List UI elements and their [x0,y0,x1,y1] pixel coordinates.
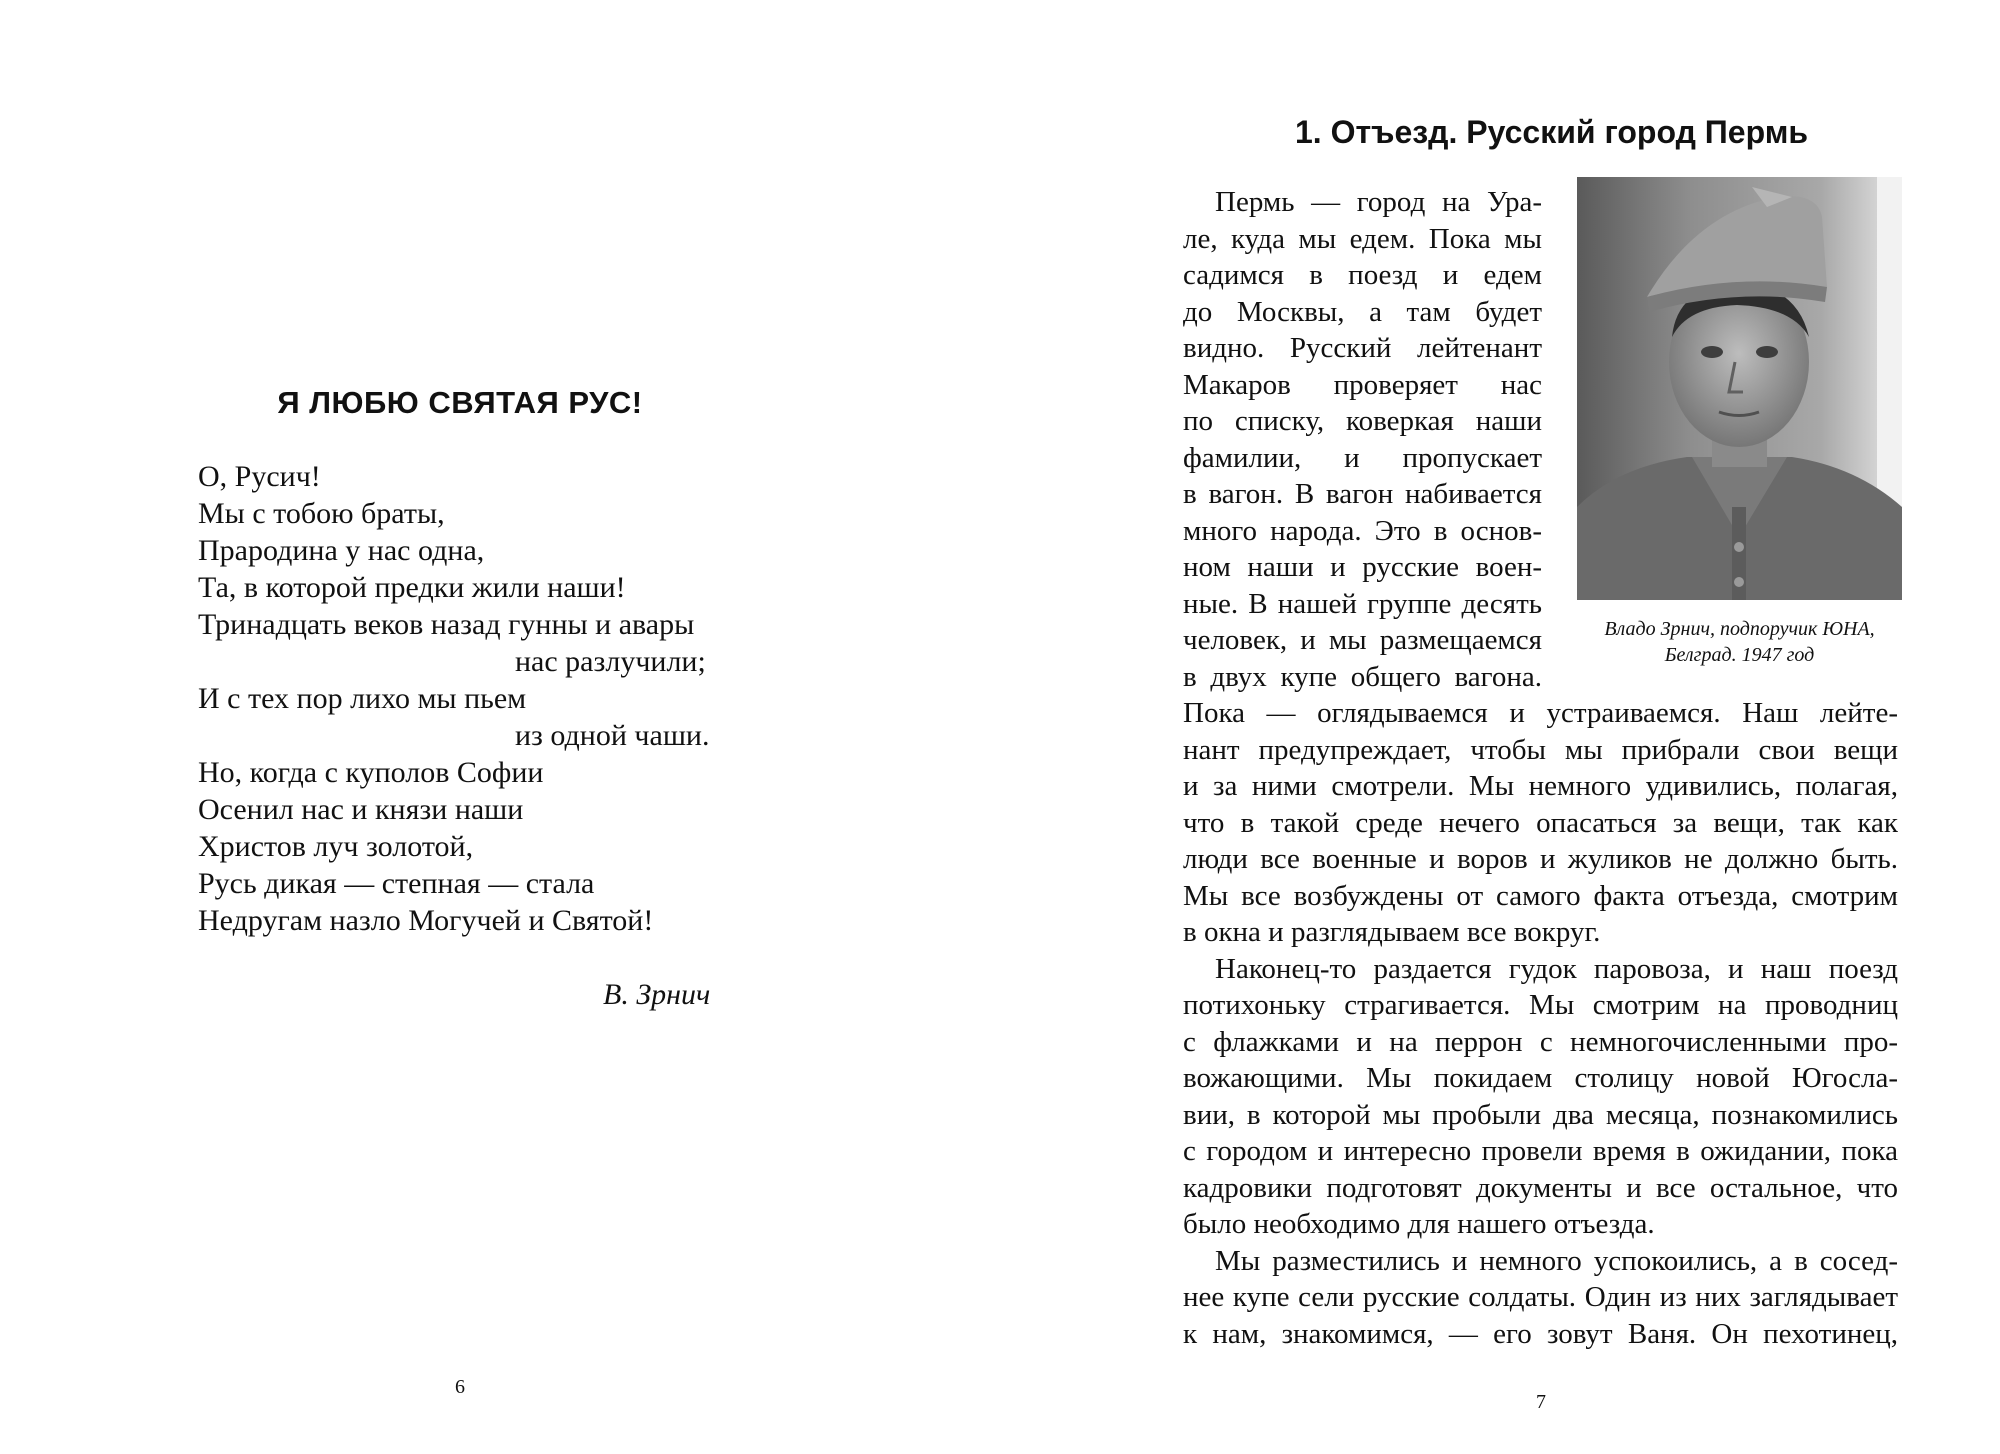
poem-line: И с тех пор лихо мы пьем [198,682,527,715]
portrait-photo [1577,177,1902,600]
text-line: Пока — оглядываемся и устраиваемся. Наш лейте- [1183,697,1898,729]
text-line: Пермь — город на Ура- [1215,186,1542,218]
text-line: ле, куда мы едем. Пока мы [1183,222,1542,255]
text-line: и за ними смотрели. Мы немного удивились, полагая, [1183,770,1898,802]
text-line: нант предупреждает, чтобы мы прибрали свои вещи [1183,733,1898,766]
text-line: Мы разместились и немного успокоились, а в сосед- [1215,1244,1898,1277]
caption-line: Владо Зрнич, подпоручик ЮНА, [1604,618,1875,640]
page-number-right: 7 [1536,1391,1546,1413]
text-line: в вагон. В вагон набивается [1183,478,1542,510]
poem [198,458,738,939]
poem-line: О, Русич! [198,460,321,493]
poem-line: Тринадцать веков назад гунны и авары [198,608,695,641]
poem-title: Я ЛЮБЮ СВЯТАЯ РУС! [277,385,643,420]
chapter-title: 1. Отъезд. Русский город Пермь [1295,114,1809,150]
caption-line: Белград. 1947 год [1664,644,1815,666]
poem-author: В. Зрнич [603,978,711,1011]
text-line: в окна и разглядываем все вокруг. [1183,916,1601,948]
text-line: Макаров проверяет нас [1183,368,1542,401]
poem-line: Та, в которой предки жили наши! [198,571,626,604]
text-line: видно. Русский лейтенант [1183,332,1542,364]
text-line: фамилии, и пропускает [1183,441,1542,474]
poem-line: Недругам назло Могучей и Святой! [198,904,654,937]
text-line: по списку, коверкая наши [1183,405,1542,437]
poem-line: из одной чаши. [515,719,710,752]
page-number-left: 6 [455,1376,465,1398]
poem-line: нас разлучили; [515,645,706,678]
text-line: потихоньку страгивается. Мы смотрим на проводниц [1183,989,1898,1021]
text-line: нее купе сели русские солдаты. Один из них заглядывает [1183,1281,1898,1313]
text-line: до Москвы, а там будет [1183,295,1542,328]
text-line: с флажками и на перрон с немногочисленными про- [1183,1025,1898,1058]
poem-line: Осенил нас и князи наши [198,793,524,826]
text-line: Мы все возбуждены от самого факта отъезда, смотрим [1183,879,1898,912]
text-line: Наконец-то раздается гудок паровоза, и наш поезд [1215,952,1898,985]
text-wrapped-column [1183,184,1542,695]
text-line: было необходимо для нашего отъезда. [1183,1208,1655,1240]
right-page [1000,0,2000,1454]
text-line: вожающими. Мы покидаем столицу новой Югосла- [1183,1062,1898,1094]
text-line: человек, и мы размещаемся [1183,624,1542,656]
text-line: с городом и интересно провели время в ожидании, пока [1183,1135,1898,1167]
text-line: в двух купе общего вагона. [1183,660,1542,693]
text-line: много народа. Это в основ- [1183,514,1542,547]
poem-line: Но, когда с куполов Софии [198,756,544,789]
text-line: кадровики подготовят документы и все остальное, что [1183,1171,1898,1204]
text-line: ные. В нашей группе десять [1183,587,1542,620]
text-line: садимся в поезд и едем [1183,259,1542,291]
poem-line: Прародина у нас одна, [198,534,485,567]
text-line: вии, в которой мы пробыли два месяца, познакомились [1183,1098,1898,1131]
poem-line: Христов луч золотой, [198,830,474,863]
poem-line: Мы с тобою браты, [198,497,445,530]
text-line: к нам, знакомимся, — его зовут Ваня. Он пехотинец, [1183,1317,1898,1350]
text-line: люди все военные и воров и жуликов не должно быть. [1183,843,1898,875]
poem-line: Русь дикая — степная — стала [198,867,595,900]
text-line: ном наши и русские воен- [1183,551,1542,583]
text-full-column [1183,695,1898,1352]
photo-caption [1562,616,1917,668]
text-line: что в такой среде нечего опасаться за вещи, так как [1183,806,1898,839]
